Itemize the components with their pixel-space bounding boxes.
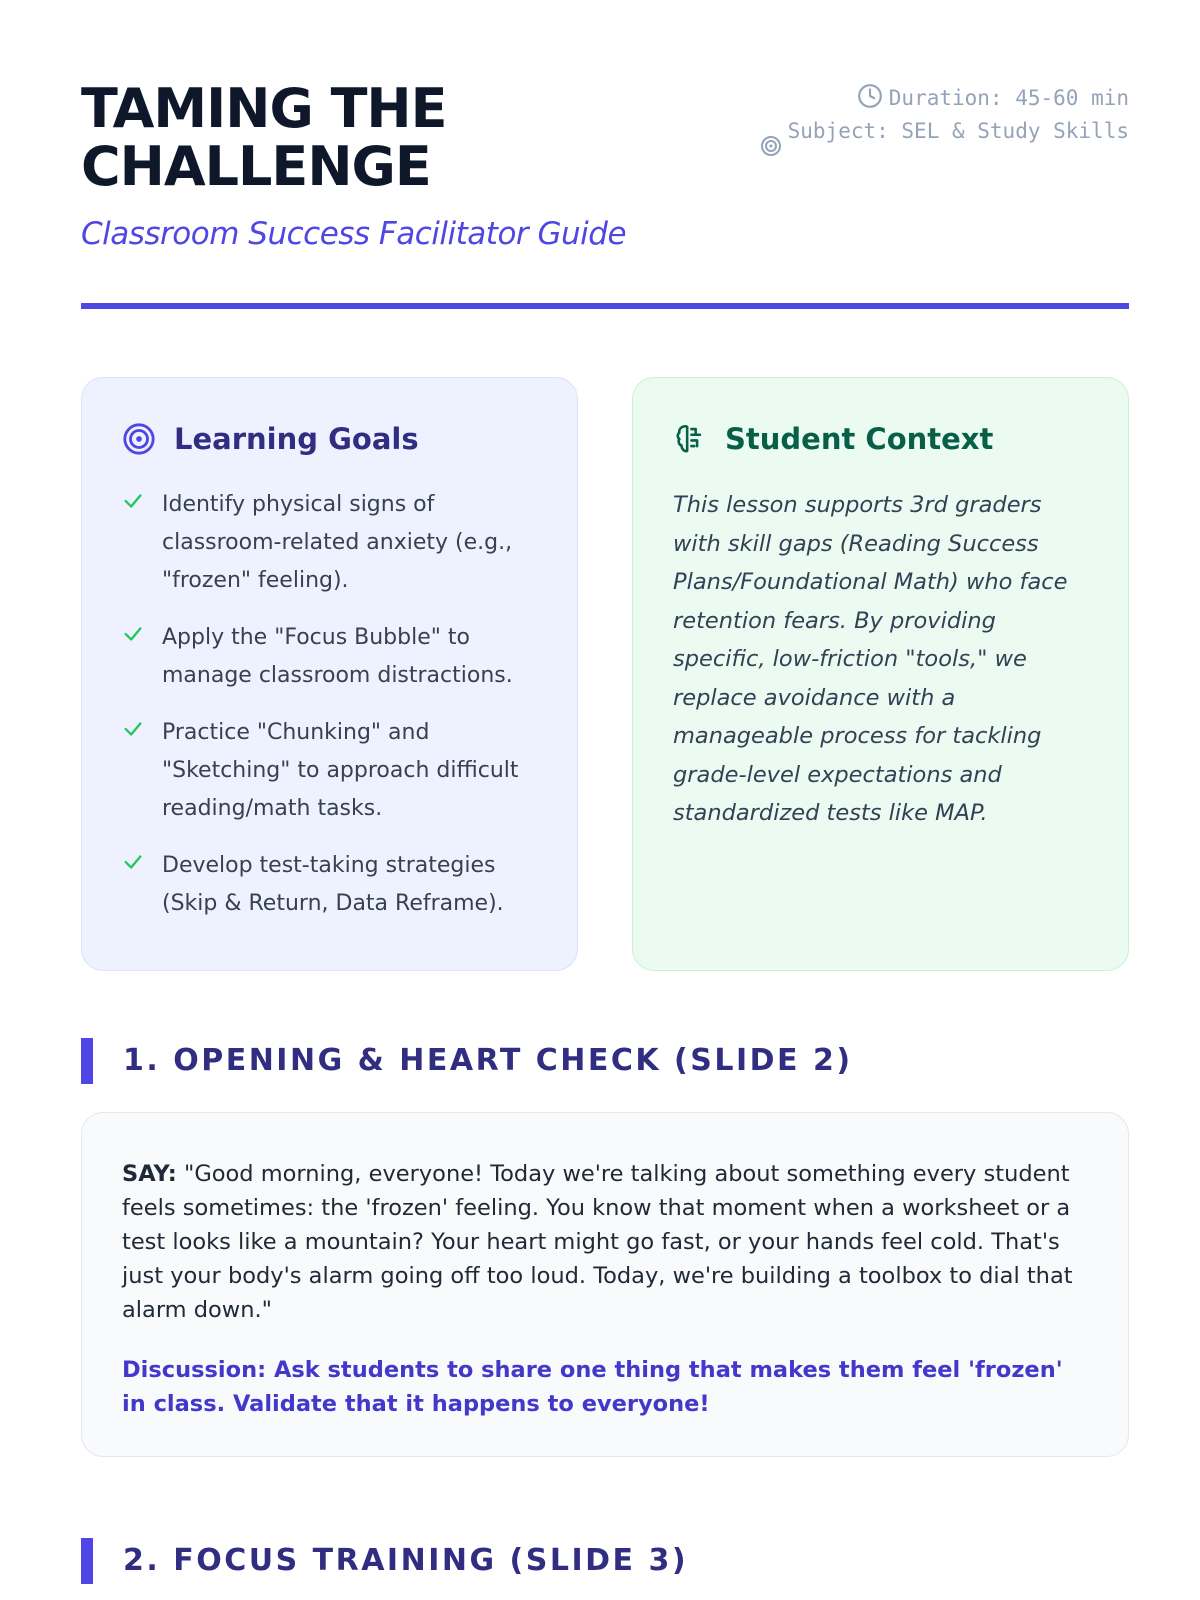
goal-item — [122, 847, 537, 923]
bullseye-icon — [122, 422, 156, 456]
goal-text: Apply the "Focus Bubble" to manage classroom distractions. — [162, 625, 513, 688]
lesson-meta — [759, 82, 1129, 148]
say-script: "Good morning, everyone! Today we're talking about something every student feels sometimes: the 'frozen' feeling. You know that moment when a worksheet or a test looks like a mountain? Your heart might go fast, or your hands feel cold. That's just your body's alarm going off too loud. Today, we're building a toolbox to dial that alarm down." — [122, 1161, 1073, 1323]
check-icon — [122, 718, 144, 740]
goal-item — [122, 714, 537, 828]
learning-goals-heading: Learning Goals — [174, 422, 419, 456]
duration-text: Duration: 45-60 min — [888, 86, 1129, 110]
say-box — [81, 1112, 1129, 1457]
say-label: SAY: — [122, 1161, 177, 1187]
say-paragraph — [122, 1157, 1088, 1327]
page-subtitle: Classroom Success Facilitator Guide — [81, 216, 627, 252]
student-context-card — [632, 377, 1129, 971]
goal-item — [122, 486, 537, 600]
student-context-text: This lesson supports 3rd graders with skill gaps (Reading Success Plans/Foundational Math) who face retention fears. By providing specific, low-friction "tools," we replace avoidance with a manageable process for tackling grade-level expectations and standardized tests like MAP. — [673, 492, 1068, 826]
student-context-header — [673, 422, 1088, 456]
learning-goals-card — [81, 377, 578, 971]
check-icon — [122, 623, 144, 645]
discussion-prompt: Discussion: Ask students to share one thing that makes them feel 'frozen' in class. Validate that it happens to everyone! — [122, 1357, 1063, 1417]
goal-text: Practice "Chunking" and "Sketching" to approach difficult reading/math tasks. — [162, 720, 519, 821]
goal-text: Identify physical signs of classroom-related anxiety (e.g., "frozen" feeling). — [162, 492, 513, 593]
section-title-opening: 1. OPENING & HEART CHECK (SLIDE 2) — [81, 1038, 1129, 1084]
page-title: TAMING THE CHALLENGE — [81, 77, 447, 198]
header-divider — [81, 303, 1129, 309]
check-icon — [122, 490, 144, 512]
goal-text: Develop test-taking strategies (Skip & Return, Data Reframe). — [162, 853, 504, 916]
clock-icon — [857, 83, 883, 109]
goals-list — [122, 486, 537, 923]
check-icon — [122, 851, 144, 873]
page-header — [81, 77, 1129, 310]
learning-goals-header — [122, 422, 537, 456]
student-context-heading: Student Context — [725, 422, 994, 456]
duration-line — [759, 82, 1129, 115]
brain-icon — [673, 422, 707, 456]
goal-item — [122, 619, 537, 695]
section-title-focus: 2. FOCUS TRAINING (SLIDE 3) — [81, 1538, 1129, 1584]
target-icon — [759, 134, 783, 158]
subject-text: Subject: SEL & Study Skills — [787, 119, 1129, 143]
